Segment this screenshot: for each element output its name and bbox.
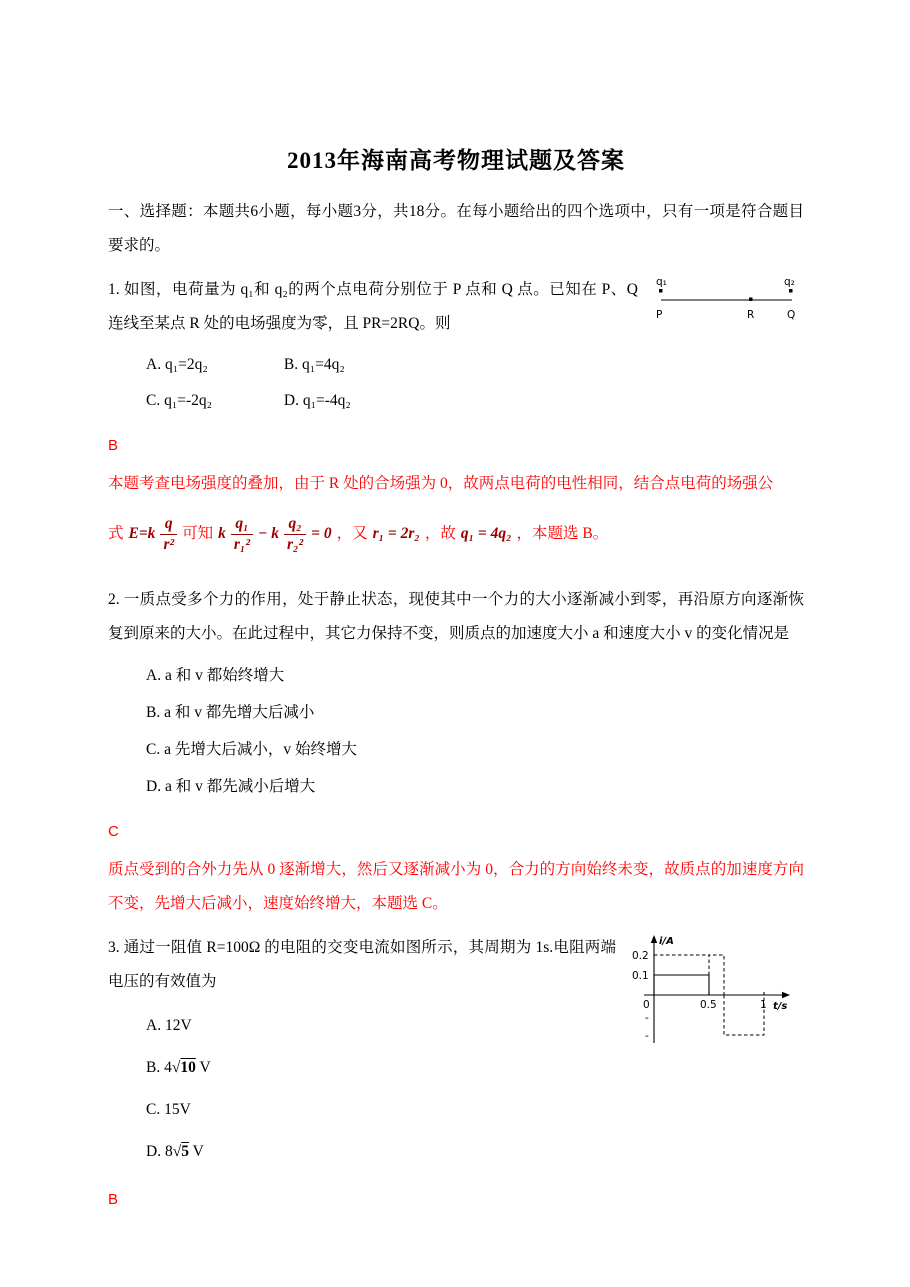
q1-formula-text-5: ，本题选 B。 — [516, 525, 609, 543]
q1-formula-minus-k: − k — [257, 525, 280, 543]
q1-option-D: D. q₁=-4q₂ — [283, 392, 351, 409]
q1-formula-equals-zero: = 0 — [311, 525, 332, 543]
q3-option-D — [146, 1131, 804, 1173]
q3-answer: B — [108, 1191, 119, 1208]
q1-formula-fraction-1 — [160, 515, 177, 552]
radical-sign: √ — [172, 1143, 182, 1160]
q3-current-graph — [626, 931, 804, 1051]
question-1 — [108, 273, 804, 573]
q1-fig-label-R: R — [747, 309, 755, 321]
q3-waveform-solid — [654, 975, 709, 995]
q1-formula-q-relation: q₁ = 4q₂ — [460, 525, 512, 543]
q1-option-B: B. q₁=4q₂ — [283, 356, 345, 373]
q2-option-B: B. a 和 v 都先增大后减小 — [146, 704, 315, 721]
radicand: 5 — [181, 1143, 189, 1160]
q1-formula-E-eq: E=k — [128, 525, 156, 543]
q1-fig-point-R-dot — [749, 298, 753, 302]
denominator: r₁² — [233, 535, 250, 553]
q2-explanation: 质点受到的合外力先从 0 逐渐增大，然后又逐渐减小为 0，合力的方向始终未变，故质点的加速度方向不变，先增大后减小，速度始终增大，本题选 C。 — [108, 861, 804, 912]
q3-tick-neg2: - — [645, 1030, 649, 1042]
q1-option-A: A. q₁=2q₂ — [146, 356, 208, 373]
radical-sign: √ — [171, 1059, 181, 1076]
section-intro: 一、选择题：本题共6小题，每小题3分，共18分。在每小题给出的四个选项中，只有一项是符合题目要求的。 — [108, 203, 804, 254]
question-3 — [108, 931, 804, 1215]
q1-formula-text-1: 式 — [108, 525, 124, 543]
q1-options-row-1 — [146, 347, 804, 383]
q2-option-C: C. a 先增大后减小，v 始终增大 — [146, 741, 357, 758]
q1-options — [108, 347, 804, 419]
q1-fig-label-q2: q₂ — [784, 276, 795, 288]
radicand: 10 — [180, 1059, 196, 1076]
q3-option-C: C. 15V — [146, 1101, 191, 1118]
q1-option-C: C. q₁=-2q₂ — [146, 392, 213, 409]
q1-fig-charge2-dot — [789, 289, 793, 293]
q3-option-A: A. 12V — [146, 1017, 192, 1034]
q3-tick-0-1: 0.1 — [632, 970, 649, 982]
q3-waveform-dashed-positive — [709, 955, 724, 995]
q1-options-row-2 — [146, 383, 804, 419]
question-2 — [108, 583, 804, 921]
q3-option-B-unit: V — [195, 1059, 211, 1076]
q2-option-A: A. a 和 v 都始终增大 — [146, 667, 285, 684]
denominator: r₂² — [287, 535, 304, 553]
q3-tick-1: 1 — [760, 999, 767, 1011]
q1-answer: B — [108, 437, 119, 454]
q2-options — [108, 657, 804, 805]
q3-tick-0: 0 — [643, 999, 650, 1011]
q1-explanation-line1: 本题考查电场强度的叠加，由于 R 处的合场强为 0，故两点电荷的电性相同，结合点电荷的场强公 — [108, 475, 774, 492]
q3-option-D-prefix: D. 8 — [146, 1143, 173, 1160]
q2-answer: C — [108, 823, 119, 840]
q3-option-D-unit: V — [188, 1143, 204, 1160]
page-title: 2013年海南高考物理试题及答案 — [287, 148, 625, 173]
q3-tick-0-2: 0.2 — [632, 950, 649, 962]
q3-tick-neg1: - — [645, 1012, 649, 1024]
q1-fig-label-q1: q₁ — [656, 276, 667, 288]
q2-stem: 2. 一质点受多个力的作用，处于静止状态，现使其中一个力的大小逐渐减小到零，再沿原方向逐渐恢复到原来的大小。在此过程中，其它力保持不变，则质点的加速度大小 a 和速度大小 v 的变化情况是 — [108, 591, 804, 642]
q1-fig-label-P: P — [656, 309, 663, 321]
q1-formula-fraction-2 — [231, 515, 253, 552]
denominator: r² — [163, 535, 175, 553]
q3-x-axis-label: t/s — [773, 1001, 788, 1012]
q3-x-axis-arrow — [782, 992, 790, 998]
numerator: q₁ — [231, 515, 253, 534]
q1-fig-charge1-dot — [659, 289, 663, 293]
q1-explanation-formula — [108, 511, 804, 557]
q1-fig-label-Q: Q — [787, 309, 796, 321]
q3-tick-0-5: 0.5 — [700, 999, 717, 1011]
q1-point-charge-figure — [652, 275, 804, 325]
q3-option-B — [146, 1047, 804, 1089]
q2-option-D: D. a 和 v 都先减小后增大 — [146, 778, 316, 795]
q1-stem: 1. 如图，电荷量为 q₁和 q₂的两个点电荷分别位于 P 点和 Q 点。已知在 P、Q 连线至某点 R 处的电场强度为零，且 PR=2RQ。则 — [108, 281, 638, 332]
q1-formula-k1: k — [218, 525, 226, 543]
q3-y-axis-label: i/A — [659, 936, 674, 947]
q3-y-axis-arrow — [651, 935, 657, 943]
q1-formula-fraction-3 — [284, 515, 306, 552]
q1-formula-text-2: 可知 — [182, 525, 214, 543]
q3-waveform-dashed-negative — [724, 995, 764, 1035]
q1-formula-r-relation: r₁ = 2r₂ — [372, 525, 420, 543]
q1-formula-text-4: ，故 — [424, 525, 456, 543]
numerator: q₂ — [284, 515, 306, 534]
q3-option-B-prefix: B. 4 — [146, 1059, 172, 1076]
q1-formula-text-3: ，又 — [336, 525, 368, 543]
q3-stem: 3. 通过一阻值 R=100Ω 的电阻的交变电流如图所示，其周期为 1s.电阻两端电压的有效值为 — [108, 939, 616, 990]
numerator: q — [160, 515, 177, 534]
